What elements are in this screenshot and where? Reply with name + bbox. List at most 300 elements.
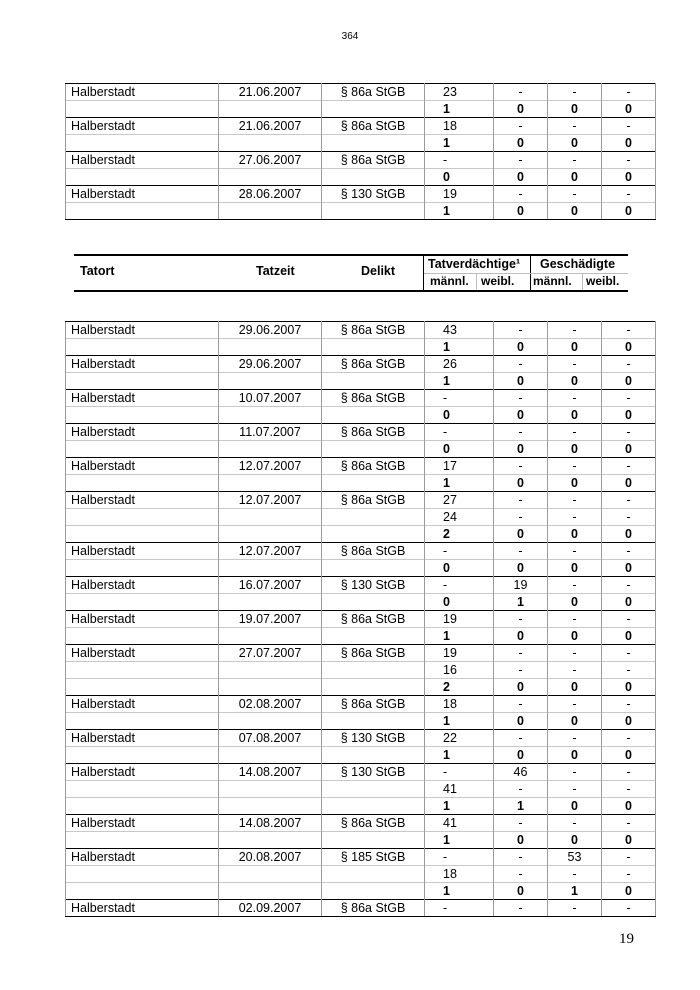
cell-ges-weibl: - bbox=[602, 322, 656, 339]
cell-delikt: § 130 StGB bbox=[322, 186, 425, 203]
cell-ges-maennl: - bbox=[548, 866, 602, 883]
cell-tatzeit bbox=[219, 798, 322, 815]
cell-tatzeit: 14.08.2007 bbox=[219, 815, 322, 832]
cell-tv-weibl: - bbox=[494, 390, 548, 407]
cell-delikt bbox=[322, 866, 425, 883]
table-row bbox=[66, 645, 656, 662]
cell-ges-maennl: 0 bbox=[548, 832, 602, 849]
cell-delikt bbox=[322, 662, 425, 679]
cell-tv-maennl: 1 bbox=[425, 713, 494, 730]
cell-delikt bbox=[322, 713, 425, 730]
cell-tv-maennl: 0 bbox=[425, 594, 494, 611]
cell-tatzeit: 14.08.2007 bbox=[219, 764, 322, 781]
cell-ges-weibl: - bbox=[602, 424, 656, 441]
table-row bbox=[66, 543, 656, 560]
cell-ges-weibl: - bbox=[602, 866, 656, 883]
cell-ges-weibl: - bbox=[602, 84, 656, 101]
cell-tatort: Halberstadt bbox=[66, 577, 219, 594]
cell-ges-maennl: - bbox=[548, 577, 602, 594]
cell-ges-weibl: 0 bbox=[602, 526, 656, 543]
cell-ges-weibl: - bbox=[602, 781, 656, 798]
table-row bbox=[66, 152, 656, 169]
cell-tatort: Halberstadt bbox=[66, 730, 219, 747]
cell-delikt bbox=[322, 169, 425, 186]
cell-tatort bbox=[66, 407, 219, 424]
cell-tv-maennl: 43 bbox=[425, 322, 494, 339]
cell-delikt bbox=[322, 135, 425, 152]
cell-tatzeit: 19.07.2007 bbox=[219, 611, 322, 628]
cell-tatort bbox=[66, 883, 219, 900]
cell-delikt: § 86a StGB bbox=[322, 611, 425, 628]
cell-tv-maennl: 19 bbox=[425, 645, 494, 662]
cell-tatort: Halberstadt bbox=[66, 458, 219, 475]
cell-tv-maennl: 23 bbox=[425, 84, 494, 101]
table-row bbox=[66, 526, 656, 543]
cell-delikt bbox=[322, 526, 425, 543]
table-row bbox=[66, 594, 656, 611]
cell-ges-maennl: 0 bbox=[548, 747, 602, 764]
cell-tatort bbox=[66, 866, 219, 883]
table-row bbox=[66, 679, 656, 696]
table-row bbox=[66, 135, 656, 152]
table-bottom bbox=[65, 321, 656, 917]
table-row bbox=[66, 696, 656, 713]
cell-tatzeit bbox=[219, 475, 322, 492]
cell-ges-weibl: - bbox=[602, 764, 656, 781]
table-row bbox=[66, 577, 656, 594]
cell-delikt bbox=[322, 373, 425, 390]
cell-delikt: § 86a StGB bbox=[322, 696, 425, 713]
cell-delikt: § 86a StGB bbox=[322, 645, 425, 662]
cell-ges-weibl: - bbox=[602, 900, 656, 917]
cell-ges-weibl: - bbox=[602, 730, 656, 747]
cell-tv-weibl: 0 bbox=[494, 135, 548, 152]
cell-delikt: § 86a StGB bbox=[322, 424, 425, 441]
cell-ges-weibl: 0 bbox=[602, 101, 656, 118]
table-top bbox=[65, 83, 656, 220]
cell-tv-maennl: 41 bbox=[425, 815, 494, 832]
cell-tv-weibl: 0 bbox=[494, 203, 548, 220]
cell-delikt: § 130 StGB bbox=[322, 764, 425, 781]
table-row bbox=[66, 407, 656, 424]
cell-tatzeit bbox=[219, 747, 322, 764]
cell-ges-weibl: 0 bbox=[602, 441, 656, 458]
cell-tatzeit bbox=[219, 628, 322, 645]
cell-tatzeit bbox=[219, 135, 322, 152]
cell-ges-maennl: - bbox=[548, 645, 602, 662]
cell-ges-maennl: 0 bbox=[548, 407, 602, 424]
cell-ges-maennl: 53 bbox=[548, 849, 602, 866]
cell-delikt bbox=[322, 475, 425, 492]
table-row bbox=[66, 356, 656, 373]
cell-ges-weibl: - bbox=[602, 492, 656, 509]
cell-tv-maennl: 18 bbox=[425, 696, 494, 713]
cell-delikt: § 185 StGB bbox=[322, 849, 425, 866]
cell-ges-maennl: - bbox=[548, 662, 602, 679]
cell-tv-maennl: 2 bbox=[425, 679, 494, 696]
cell-tatort bbox=[66, 594, 219, 611]
table-row bbox=[66, 883, 656, 900]
cell-tatzeit bbox=[219, 373, 322, 390]
cell-ges-weibl: - bbox=[602, 152, 656, 169]
cell-tatort bbox=[66, 662, 219, 679]
cell-delikt: § 86a StGB bbox=[322, 152, 425, 169]
table-row bbox=[66, 781, 656, 798]
cell-tatort bbox=[66, 475, 219, 492]
cell-tatzeit bbox=[219, 866, 322, 883]
cell-tatort bbox=[66, 526, 219, 543]
header-tatverdaechtige: Tatverdächtige¹ bbox=[428, 257, 521, 271]
cell-delikt: § 130 StGB bbox=[322, 730, 425, 747]
table-row bbox=[66, 118, 656, 135]
cell-tatzeit: 27.07.2007 bbox=[219, 645, 322, 662]
cell-tv-maennl: 18 bbox=[425, 118, 494, 135]
cell-tatzeit: 07.08.2007 bbox=[219, 730, 322, 747]
cell-tv-maennl: 1 bbox=[425, 475, 494, 492]
cell-tatort bbox=[66, 441, 219, 458]
cell-tv-weibl: - bbox=[494, 424, 548, 441]
cell-ges-weibl: - bbox=[602, 577, 656, 594]
cell-delikt: § 86a StGB bbox=[322, 118, 425, 135]
table-row bbox=[66, 662, 656, 679]
cell-tatort: Halberstadt bbox=[66, 356, 219, 373]
cell-ges-weibl: 0 bbox=[602, 798, 656, 815]
cell-tatzeit: 27.06.2007 bbox=[219, 152, 322, 169]
cell-tatort: Halberstadt bbox=[66, 815, 219, 832]
cell-tv-maennl: 1 bbox=[425, 798, 494, 815]
cell-ges-maennl: 0 bbox=[548, 594, 602, 611]
cell-delikt bbox=[322, 560, 425, 577]
cell-tatort: Halberstadt bbox=[66, 152, 219, 169]
cell-ges-maennl: 0 bbox=[548, 560, 602, 577]
cell-tv-weibl: - bbox=[494, 492, 548, 509]
cell-delikt bbox=[322, 798, 425, 815]
header-maennl-ges: männl. bbox=[533, 274, 572, 288]
cell-tv-weibl: - bbox=[494, 322, 548, 339]
table-row bbox=[66, 339, 656, 356]
cell-tv-maennl: 24 bbox=[425, 509, 494, 526]
table-row bbox=[66, 611, 656, 628]
cell-tatzeit bbox=[219, 526, 322, 543]
cell-tv-maennl: 1 bbox=[425, 832, 494, 849]
cell-tv-maennl: 2 bbox=[425, 526, 494, 543]
table-row bbox=[66, 866, 656, 883]
cell-ges-maennl: - bbox=[548, 356, 602, 373]
cell-ges-maennl: - bbox=[548, 492, 602, 509]
cell-tv-weibl: - bbox=[494, 900, 548, 917]
cell-tv-weibl: - bbox=[494, 696, 548, 713]
cell-tv-maennl: 0 bbox=[425, 169, 494, 186]
cell-tv-weibl: 0 bbox=[494, 407, 548, 424]
cell-tatort bbox=[66, 203, 219, 220]
cell-delikt bbox=[322, 781, 425, 798]
cell-tv-maennl: 22 bbox=[425, 730, 494, 747]
cell-ges-weibl: 0 bbox=[602, 169, 656, 186]
cell-ges-weibl: 0 bbox=[602, 832, 656, 849]
table-row bbox=[66, 458, 656, 475]
cell-tv-weibl: - bbox=[494, 84, 548, 101]
cell-ges-maennl: - bbox=[548, 322, 602, 339]
cell-tv-weibl: 0 bbox=[494, 628, 548, 645]
cell-delikt bbox=[322, 101, 425, 118]
cell-ges-maennl: 0 bbox=[548, 339, 602, 356]
cell-tatzeit bbox=[219, 832, 322, 849]
cell-ges-weibl: - bbox=[602, 849, 656, 866]
cell-ges-weibl: 0 bbox=[602, 407, 656, 424]
cell-delikt bbox=[322, 883, 425, 900]
cell-tv-maennl: 26 bbox=[425, 356, 494, 373]
cell-tatzeit: 21.06.2007 bbox=[219, 118, 322, 135]
cell-tv-weibl: 0 bbox=[494, 101, 548, 118]
cell-tv-weibl: 0 bbox=[494, 679, 548, 696]
cell-tv-weibl: - bbox=[494, 730, 548, 747]
cell-tv-maennl: 1 bbox=[425, 339, 494, 356]
header-subdivider bbox=[582, 274, 583, 290]
cell-tatzeit bbox=[219, 407, 322, 424]
cell-tv-weibl: - bbox=[494, 152, 548, 169]
cell-ges-weibl: 0 bbox=[602, 883, 656, 900]
table-row bbox=[66, 628, 656, 645]
cell-ges-weibl: 0 bbox=[602, 339, 656, 356]
cell-tv-maennl: 0 bbox=[425, 407, 494, 424]
cell-ges-maennl: 0 bbox=[548, 101, 602, 118]
table-row bbox=[66, 730, 656, 747]
cell-ges-maennl: - bbox=[548, 424, 602, 441]
cell-tatort: Halberstadt bbox=[66, 118, 219, 135]
cell-ges-weibl: 0 bbox=[602, 747, 656, 764]
cell-delikt: § 86a StGB bbox=[322, 322, 425, 339]
cell-tatzeit: 21.06.2007 bbox=[219, 84, 322, 101]
cell-tv-weibl: 0 bbox=[494, 441, 548, 458]
cell-tatort bbox=[66, 781, 219, 798]
cell-ges-maennl: - bbox=[548, 118, 602, 135]
cell-ges-maennl: - bbox=[548, 390, 602, 407]
header-weibl-ges: weibl. bbox=[586, 274, 620, 288]
table-row bbox=[66, 798, 656, 815]
cell-tv-maennl: 1 bbox=[425, 883, 494, 900]
cell-tv-weibl: - bbox=[494, 509, 548, 526]
cell-delikt: § 86a StGB bbox=[322, 543, 425, 560]
cell-ges-weibl: - bbox=[602, 356, 656, 373]
cell-ges-weibl: - bbox=[602, 815, 656, 832]
cell-tatzeit: 10.07.2007 bbox=[219, 390, 322, 407]
cell-tatzeit bbox=[219, 509, 322, 526]
cell-tatort: Halberstadt bbox=[66, 764, 219, 781]
header-subdivider bbox=[476, 274, 477, 290]
cell-tv-maennl: - bbox=[425, 900, 494, 917]
cell-tv-maennl: 1 bbox=[425, 628, 494, 645]
cell-tv-maennl: - bbox=[425, 577, 494, 594]
cell-delikt bbox=[322, 509, 425, 526]
cell-delikt bbox=[322, 203, 425, 220]
cell-tatort bbox=[66, 713, 219, 730]
cell-ges-maennl: - bbox=[548, 764, 602, 781]
cell-delikt: § 86a StGB bbox=[322, 390, 425, 407]
cell-tv-weibl: - bbox=[494, 866, 548, 883]
cell-delikt: § 130 StGB bbox=[322, 577, 425, 594]
cell-ges-weibl: 0 bbox=[602, 373, 656, 390]
cell-tatort bbox=[66, 373, 219, 390]
cell-tatzeit bbox=[219, 883, 322, 900]
cell-tv-weibl: 46 bbox=[494, 764, 548, 781]
cell-ges-weibl: - bbox=[602, 186, 656, 203]
cell-ges-maennl: 0 bbox=[548, 441, 602, 458]
cell-tatort: Halberstadt bbox=[66, 424, 219, 441]
cell-tatzeit bbox=[219, 679, 322, 696]
cell-tv-weibl: - bbox=[494, 815, 548, 832]
cell-ges-weibl: 0 bbox=[602, 475, 656, 492]
cell-tv-maennl: 1 bbox=[425, 203, 494, 220]
table-row bbox=[66, 84, 656, 101]
cell-tv-maennl: 0 bbox=[425, 441, 494, 458]
cell-tv-weibl: - bbox=[494, 543, 548, 560]
cell-ges-maennl: - bbox=[548, 815, 602, 832]
cell-tv-maennl: 41 bbox=[425, 781, 494, 798]
cell-ges-maennl: - bbox=[548, 543, 602, 560]
cell-tv-weibl: - bbox=[494, 186, 548, 203]
cell-tv-maennl: - bbox=[425, 390, 494, 407]
cell-delikt: § 86a StGB bbox=[322, 492, 425, 509]
cell-ges-weibl: 0 bbox=[602, 135, 656, 152]
cell-tv-maennl: 18 bbox=[425, 866, 494, 883]
cell-tatort bbox=[66, 832, 219, 849]
header-maennl-tv: männl. bbox=[430, 274, 469, 288]
table-row bbox=[66, 764, 656, 781]
cell-delikt bbox=[322, 832, 425, 849]
cell-tv-weibl: - bbox=[494, 849, 548, 866]
cell-tatzeit: 12.07.2007 bbox=[219, 543, 322, 560]
cell-ges-maennl: - bbox=[548, 152, 602, 169]
cell-tv-weibl: - bbox=[494, 611, 548, 628]
cell-delikt bbox=[322, 339, 425, 356]
cell-ges-weibl: 0 bbox=[602, 713, 656, 730]
cell-ges-weibl: - bbox=[602, 509, 656, 526]
cell-tatort bbox=[66, 747, 219, 764]
table-row bbox=[66, 713, 656, 730]
cell-tatzeit bbox=[219, 560, 322, 577]
cell-tv-maennl: 19 bbox=[425, 186, 494, 203]
table-row bbox=[66, 832, 656, 849]
cell-ges-weibl: - bbox=[602, 458, 656, 475]
table-row bbox=[66, 492, 656, 509]
header-geschaedigte: Geschädigte bbox=[540, 257, 616, 271]
cell-ges-weibl: 0 bbox=[602, 594, 656, 611]
cell-ges-weibl: - bbox=[602, 390, 656, 407]
cell-ges-maennl: 0 bbox=[548, 135, 602, 152]
cell-tv-maennl: - bbox=[425, 543, 494, 560]
cell-tv-maennl: - bbox=[425, 764, 494, 781]
cell-tv-weibl: 0 bbox=[494, 169, 548, 186]
table-row bbox=[66, 475, 656, 492]
cell-tv-maennl: 17 bbox=[425, 458, 494, 475]
table-row bbox=[66, 186, 656, 203]
cell-ges-maennl: 1 bbox=[548, 883, 602, 900]
cell-tv-weibl: - bbox=[494, 118, 548, 135]
header-tatzeit: Tatzeit bbox=[256, 264, 295, 278]
cell-tv-maennl: - bbox=[425, 849, 494, 866]
cell-delikt: § 86a StGB bbox=[322, 458, 425, 475]
page-number-bottom: 19 bbox=[619, 931, 634, 947]
table-row bbox=[66, 900, 656, 917]
cell-ges-maennl: - bbox=[548, 611, 602, 628]
cell-tatzeit: 29.06.2007 bbox=[219, 356, 322, 373]
cell-ges-maennl: 0 bbox=[548, 526, 602, 543]
table-row bbox=[66, 509, 656, 526]
cell-tv-weibl: 0 bbox=[494, 713, 548, 730]
cell-tatzeit bbox=[219, 101, 322, 118]
table-row bbox=[66, 322, 656, 339]
cell-tatort bbox=[66, 628, 219, 645]
cell-tatzeit bbox=[219, 662, 322, 679]
cell-tatort: Halberstadt bbox=[66, 322, 219, 339]
cell-tv-weibl: 1 bbox=[494, 594, 548, 611]
cell-delikt: § 86a StGB bbox=[322, 356, 425, 373]
table-header bbox=[74, 254, 628, 292]
cell-ges-maennl: 0 bbox=[548, 373, 602, 390]
cell-tatort: Halberstadt bbox=[66, 645, 219, 662]
cell-ges-weibl: - bbox=[602, 611, 656, 628]
cell-delikt bbox=[322, 441, 425, 458]
cell-tatort: Halberstadt bbox=[66, 390, 219, 407]
cell-tatort bbox=[66, 169, 219, 186]
cell-tatzeit bbox=[219, 441, 322, 458]
cell-delikt: § 86a StGB bbox=[322, 84, 425, 101]
cell-tatort: Halberstadt bbox=[66, 900, 219, 917]
cell-tatort bbox=[66, 509, 219, 526]
cell-tatzeit bbox=[219, 781, 322, 798]
cell-ges-maennl: 0 bbox=[548, 475, 602, 492]
cell-tatzeit: 20.08.2007 bbox=[219, 849, 322, 866]
cell-tv-weibl: - bbox=[494, 645, 548, 662]
cell-ges-maennl: 0 bbox=[548, 679, 602, 696]
cell-delikt bbox=[322, 594, 425, 611]
header-weibl-tv: weibl. bbox=[481, 274, 515, 288]
cell-delikt bbox=[322, 679, 425, 696]
cell-ges-maennl: - bbox=[548, 186, 602, 203]
table-row bbox=[66, 747, 656, 764]
cell-tatort bbox=[66, 135, 219, 152]
cell-tatort bbox=[66, 679, 219, 696]
table-row bbox=[66, 815, 656, 832]
cell-tv-weibl: 0 bbox=[494, 475, 548, 492]
cell-tatzeit: 28.06.2007 bbox=[219, 186, 322, 203]
cell-tatzeit bbox=[219, 339, 322, 356]
cell-ges-maennl: 0 bbox=[548, 713, 602, 730]
cell-tatort bbox=[66, 339, 219, 356]
cell-tv-weibl: 0 bbox=[494, 747, 548, 764]
cell-tv-maennl: - bbox=[425, 424, 494, 441]
cell-tv-weibl: - bbox=[494, 356, 548, 373]
cell-ges-weibl: 0 bbox=[602, 560, 656, 577]
cell-delikt: § 86a StGB bbox=[322, 815, 425, 832]
cell-tatort: Halberstadt bbox=[66, 696, 219, 713]
cell-tv-weibl: 0 bbox=[494, 560, 548, 577]
table-row bbox=[66, 560, 656, 577]
cell-ges-maennl: - bbox=[548, 458, 602, 475]
table-row bbox=[66, 390, 656, 407]
cell-tatzeit bbox=[219, 203, 322, 220]
cell-tv-maennl: 1 bbox=[425, 135, 494, 152]
cell-tv-maennl: 27 bbox=[425, 492, 494, 509]
cell-tv-weibl: 0 bbox=[494, 883, 548, 900]
cell-ges-maennl: 0 bbox=[548, 628, 602, 645]
cell-ges-maennl: - bbox=[548, 730, 602, 747]
cell-tv-weibl: - bbox=[494, 781, 548, 798]
table-row bbox=[66, 373, 656, 390]
cell-ges-maennl: - bbox=[548, 509, 602, 526]
cell-ges-maennl: 0 bbox=[548, 169, 602, 186]
cell-tv-maennl: 0 bbox=[425, 560, 494, 577]
